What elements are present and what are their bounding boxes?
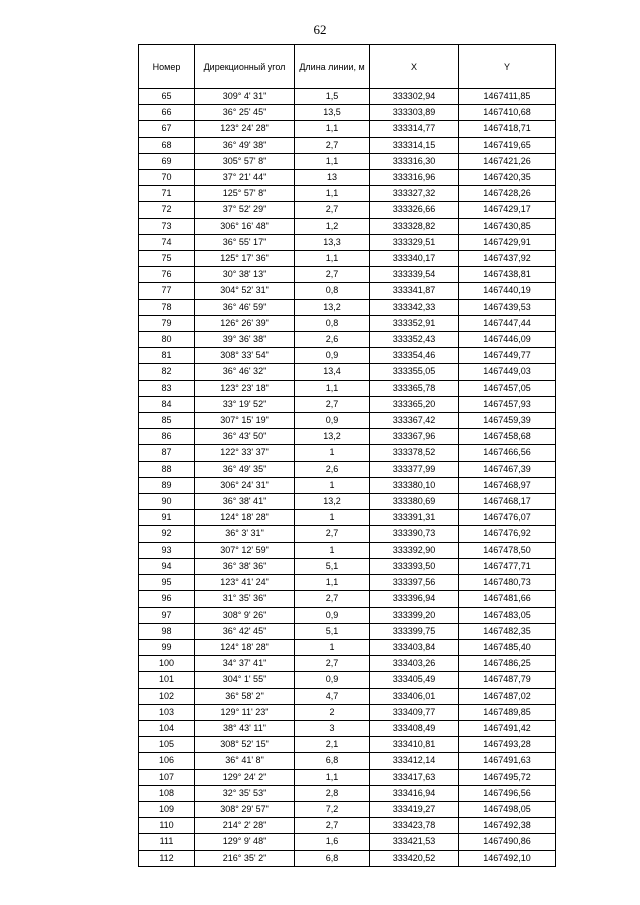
cell-y: 1467490,86 xyxy=(459,834,556,850)
cell-x: 333409,77 xyxy=(370,704,459,720)
cell-direction-angle: 36° 46' 32" xyxy=(195,364,295,380)
cell-number: 83 xyxy=(139,380,195,396)
cell-x: 333328,82 xyxy=(370,218,459,234)
cell-number: 78 xyxy=(139,299,195,315)
cell-line-length: 13,2 xyxy=(295,299,370,315)
cell-direction-angle: 304° 1' 55" xyxy=(195,672,295,688)
table-row xyxy=(139,494,556,510)
cell-direction-angle: 309° 4' 31" xyxy=(195,89,295,105)
header-direction-angle: Дирекционный угол xyxy=(195,45,295,89)
cell-direction-angle: 36° 41' 8" xyxy=(195,753,295,769)
cell-x: 333314,15 xyxy=(370,137,459,153)
cell-y: 1467476,92 xyxy=(459,526,556,542)
table-row xyxy=(139,202,556,218)
cell-direction-angle: 123° 41' 24" xyxy=(195,575,295,591)
table-row xyxy=(139,526,556,542)
cell-x: 333393,50 xyxy=(370,558,459,574)
cell-direction-angle: 304° 52' 31" xyxy=(195,283,295,299)
cell-direction-angle: 36° 25' 45" xyxy=(195,105,295,121)
cell-line-length: 0,9 xyxy=(295,413,370,429)
cell-number: 72 xyxy=(139,202,195,218)
cell-x: 333410,81 xyxy=(370,737,459,753)
cell-number: 84 xyxy=(139,396,195,412)
cell-number: 76 xyxy=(139,267,195,283)
cell-number: 104 xyxy=(139,720,195,736)
cell-number: 75 xyxy=(139,251,195,267)
cell-number: 97 xyxy=(139,607,195,623)
cell-line-length: 6,8 xyxy=(295,753,370,769)
table-row xyxy=(139,445,556,461)
cell-line-length: 2,7 xyxy=(295,526,370,542)
cell-y: 1467457,05 xyxy=(459,380,556,396)
table-row xyxy=(139,283,556,299)
cell-direction-angle: 32° 35' 53" xyxy=(195,785,295,801)
cell-x: 333396,94 xyxy=(370,591,459,607)
cell-number: 105 xyxy=(139,737,195,753)
table-row xyxy=(139,850,556,866)
cell-direction-angle: 36° 42' 45" xyxy=(195,623,295,639)
table-row xyxy=(139,234,556,250)
table-row xyxy=(139,364,556,380)
cell-line-length: 2,7 xyxy=(295,396,370,412)
cell-y: 1467498,05 xyxy=(459,801,556,817)
cell-x: 333403,26 xyxy=(370,656,459,672)
cell-y: 1467449,77 xyxy=(459,348,556,364)
cell-y: 1467466,56 xyxy=(459,445,556,461)
coordinates-table xyxy=(138,44,556,867)
cell-x: 333365,20 xyxy=(370,396,459,412)
table-row xyxy=(139,542,556,558)
table-row xyxy=(139,688,556,704)
cell-number: 90 xyxy=(139,494,195,510)
cell-y: 1467440,19 xyxy=(459,283,556,299)
cell-x: 333367,42 xyxy=(370,413,459,429)
cell-direction-angle: 129° 11' 23" xyxy=(195,704,295,720)
cell-x: 333339,54 xyxy=(370,267,459,283)
cell-line-length: 2,6 xyxy=(295,461,370,477)
cell-number: 111 xyxy=(139,834,195,850)
cell-x: 333403,84 xyxy=(370,639,459,655)
cell-line-length: 2,7 xyxy=(295,202,370,218)
cell-number: 110 xyxy=(139,818,195,834)
cell-line-length: 5,1 xyxy=(295,623,370,639)
cell-x: 333397,56 xyxy=(370,575,459,591)
table-row xyxy=(139,575,556,591)
cell-x: 333390,73 xyxy=(370,526,459,542)
cell-number: 79 xyxy=(139,315,195,331)
cell-number: 65 xyxy=(139,89,195,105)
cell-line-length: 2,7 xyxy=(295,137,370,153)
cell-number: 82 xyxy=(139,364,195,380)
table-row xyxy=(139,429,556,445)
cell-line-length: 13,5 xyxy=(295,105,370,121)
cell-direction-angle: 129° 24' 2" xyxy=(195,769,295,785)
header-x: X xyxy=(370,45,459,89)
cell-x: 333392,90 xyxy=(370,542,459,558)
cell-direction-angle: 123° 23' 18" xyxy=(195,380,295,396)
table-row xyxy=(139,591,556,607)
cell-line-length: 1,1 xyxy=(295,121,370,137)
cell-y: 1467430,85 xyxy=(459,218,556,234)
cell-y: 1467420,35 xyxy=(459,170,556,186)
cell-number: 96 xyxy=(139,591,195,607)
cell-x: 333365,78 xyxy=(370,380,459,396)
header-y: Y xyxy=(459,45,556,89)
cell-x: 333412,14 xyxy=(370,753,459,769)
cell-direction-angle: 308° 29' 57" xyxy=(195,801,295,817)
cell-y: 1467429,17 xyxy=(459,202,556,218)
cell-direction-angle: 36° 55' 17" xyxy=(195,234,295,250)
cell-number: 69 xyxy=(139,153,195,169)
table-row xyxy=(139,332,556,348)
cell-line-length: 13,2 xyxy=(295,494,370,510)
table-row xyxy=(139,380,556,396)
cell-x: 333391,31 xyxy=(370,510,459,526)
cell-line-length: 0,9 xyxy=(295,348,370,364)
cell-x: 333342,33 xyxy=(370,299,459,315)
cell-line-length: 2,7 xyxy=(295,656,370,672)
cell-x: 333380,10 xyxy=(370,477,459,493)
cell-number: 108 xyxy=(139,785,195,801)
cell-line-length: 1 xyxy=(295,639,370,655)
cell-y: 1467458,68 xyxy=(459,429,556,445)
cell-number: 81 xyxy=(139,348,195,364)
table-row xyxy=(139,720,556,736)
table-row xyxy=(139,656,556,672)
cell-direction-angle: 307° 15' 19" xyxy=(195,413,295,429)
cell-direction-angle: 39° 36' 38" xyxy=(195,332,295,348)
cell-direction-angle: 36° 3' 31" xyxy=(195,526,295,542)
cell-number: 66 xyxy=(139,105,195,121)
table-row xyxy=(139,267,556,283)
cell-x: 333378,52 xyxy=(370,445,459,461)
table-row xyxy=(139,801,556,817)
cell-direction-angle: 36° 38' 41" xyxy=(195,494,295,510)
table-row xyxy=(139,818,556,834)
table-row xyxy=(139,121,556,137)
cell-line-length: 6,8 xyxy=(295,850,370,866)
cell-line-length: 2,7 xyxy=(295,591,370,607)
cell-direction-angle: 36° 43' 50" xyxy=(195,429,295,445)
table-row xyxy=(139,834,556,850)
cell-number: 73 xyxy=(139,218,195,234)
cell-line-length: 0,9 xyxy=(295,672,370,688)
cell-direction-angle: 308° 33' 54" xyxy=(195,348,295,364)
cell-line-length: 7,2 xyxy=(295,801,370,817)
cell-line-length: 1 xyxy=(295,510,370,526)
cell-line-length: 2,8 xyxy=(295,785,370,801)
table-row xyxy=(139,137,556,153)
cell-number: 87 xyxy=(139,445,195,461)
cell-y: 1467411,85 xyxy=(459,89,556,105)
table-row xyxy=(139,737,556,753)
cell-x: 333316,96 xyxy=(370,170,459,186)
cell-y: 1467418,71 xyxy=(459,121,556,137)
cell-number: 85 xyxy=(139,413,195,429)
cell-number: 91 xyxy=(139,510,195,526)
cell-number: 80 xyxy=(139,332,195,348)
cell-direction-angle: 308° 9' 26" xyxy=(195,607,295,623)
cell-line-length: 13,3 xyxy=(295,234,370,250)
cell-x: 333355,05 xyxy=(370,364,459,380)
table-row xyxy=(139,704,556,720)
cell-line-length: 2,6 xyxy=(295,332,370,348)
cell-number: 88 xyxy=(139,461,195,477)
cell-line-length: 1 xyxy=(295,477,370,493)
cell-x: 333417,63 xyxy=(370,769,459,785)
cell-x: 333302,94 xyxy=(370,89,459,105)
table-row xyxy=(139,623,556,639)
table-row xyxy=(139,753,556,769)
cell-y: 1467492,38 xyxy=(459,818,556,834)
cell-direction-angle: 36° 38' 36" xyxy=(195,558,295,574)
table-row xyxy=(139,672,556,688)
cell-number: 100 xyxy=(139,656,195,672)
cell-line-length: 1,1 xyxy=(295,769,370,785)
table-row xyxy=(139,218,556,234)
cell-direction-angle: 37° 52' 29" xyxy=(195,202,295,218)
cell-line-length: 1,6 xyxy=(295,834,370,850)
cell-y: 1467492,10 xyxy=(459,850,556,866)
cell-line-length: 1,2 xyxy=(295,218,370,234)
cell-number: 94 xyxy=(139,558,195,574)
cell-y: 1467476,07 xyxy=(459,510,556,526)
table-row xyxy=(139,607,556,623)
cell-y: 1467410,68 xyxy=(459,105,556,121)
cell-line-length: 1,1 xyxy=(295,380,370,396)
table-row xyxy=(139,89,556,105)
cell-number: 93 xyxy=(139,542,195,558)
table-row xyxy=(139,769,556,785)
cell-y: 1467483,05 xyxy=(459,607,556,623)
cell-line-length: 2,1 xyxy=(295,737,370,753)
cell-line-length: 2,7 xyxy=(295,818,370,834)
cell-number: 107 xyxy=(139,769,195,785)
table-row xyxy=(139,785,556,801)
cell-y: 1467428,26 xyxy=(459,186,556,202)
cell-number: 89 xyxy=(139,477,195,493)
cell-number: 67 xyxy=(139,121,195,137)
cell-y: 1467468,17 xyxy=(459,494,556,510)
cell-direction-angle: 125° 57' 8" xyxy=(195,186,295,202)
cell-number: 70 xyxy=(139,170,195,186)
cell-number: 98 xyxy=(139,623,195,639)
cell-x: 333399,20 xyxy=(370,607,459,623)
table-row xyxy=(139,251,556,267)
cell-x: 333303,89 xyxy=(370,105,459,121)
cell-line-length: 1,5 xyxy=(295,89,370,105)
header-line-length: Длина линии, м xyxy=(295,45,370,89)
cell-x: 333419,27 xyxy=(370,801,459,817)
cell-x: 333326,66 xyxy=(370,202,459,218)
cell-number: 101 xyxy=(139,672,195,688)
cell-y: 1467419,65 xyxy=(459,137,556,153)
cell-direction-angle: 125° 17' 36" xyxy=(195,251,295,267)
cell-number: 103 xyxy=(139,704,195,720)
cell-direction-angle: 31° 35' 36" xyxy=(195,591,295,607)
table-row xyxy=(139,477,556,493)
cell-direction-angle: 36° 49' 35" xyxy=(195,461,295,477)
cell-line-length: 5,1 xyxy=(295,558,370,574)
cell-x: 333377,99 xyxy=(370,461,459,477)
cell-direction-angle: 129° 9' 48" xyxy=(195,834,295,850)
cell-y: 1467486,25 xyxy=(459,656,556,672)
cell-direction-angle: 122° 33' 37" xyxy=(195,445,295,461)
cell-direction-angle: 216° 35' 2" xyxy=(195,850,295,866)
cell-number: 92 xyxy=(139,526,195,542)
cell-line-length: 0,8 xyxy=(295,283,370,299)
cell-number: 86 xyxy=(139,429,195,445)
cell-y: 1467480,73 xyxy=(459,575,556,591)
cell-y: 1467487,02 xyxy=(459,688,556,704)
cell-y: 1467493,28 xyxy=(459,737,556,753)
cell-y: 1467446,09 xyxy=(459,332,556,348)
cell-y: 1467437,92 xyxy=(459,251,556,267)
cell-line-length: 3 xyxy=(295,720,370,736)
cell-y: 1467495,72 xyxy=(459,769,556,785)
cell-x: 333420,52 xyxy=(370,850,459,866)
cell-y: 1467491,42 xyxy=(459,720,556,736)
cell-direction-angle: 38° 43' 11" xyxy=(195,720,295,736)
cell-direction-angle: 214° 2' 28" xyxy=(195,818,295,834)
cell-direction-angle: 308° 52' 15" xyxy=(195,737,295,753)
cell-y: 1467459,39 xyxy=(459,413,556,429)
cell-line-length: 0,8 xyxy=(295,315,370,331)
cell-x: 333352,43 xyxy=(370,332,459,348)
cell-x: 333408,49 xyxy=(370,720,459,736)
table-row xyxy=(139,315,556,331)
table-row xyxy=(139,105,556,121)
cell-direction-angle: 36° 49' 38" xyxy=(195,137,295,153)
cell-y: 1467487,79 xyxy=(459,672,556,688)
cell-number: 102 xyxy=(139,688,195,704)
cell-direction-angle: 123° 24' 28" xyxy=(195,121,295,137)
cell-x: 333367,96 xyxy=(370,429,459,445)
cell-line-length: 13,2 xyxy=(295,429,370,445)
cell-line-length: 1,1 xyxy=(295,575,370,591)
cell-y: 1467489,85 xyxy=(459,704,556,720)
cell-x: 333316,30 xyxy=(370,153,459,169)
cell-number: 74 xyxy=(139,234,195,250)
cell-y: 1467421,26 xyxy=(459,153,556,169)
cell-line-length: 13 xyxy=(295,170,370,186)
cell-y: 1467478,50 xyxy=(459,542,556,558)
table-row xyxy=(139,186,556,202)
cell-x: 333329,51 xyxy=(370,234,459,250)
cell-x: 333314,77 xyxy=(370,121,459,137)
cell-number: 77 xyxy=(139,283,195,299)
cell-direction-angle: 306° 16' 48" xyxy=(195,218,295,234)
cell-number: 95 xyxy=(139,575,195,591)
cell-line-length: 4,7 xyxy=(295,688,370,704)
cell-y: 1467467,39 xyxy=(459,461,556,477)
cell-line-length: 2 xyxy=(295,704,370,720)
cell-y: 1467491,63 xyxy=(459,753,556,769)
cell-y: 1467449,03 xyxy=(459,364,556,380)
cell-direction-angle: 34° 37' 41" xyxy=(195,656,295,672)
cell-direction-angle: 126° 26' 39" xyxy=(195,315,295,331)
cell-x: 333380,69 xyxy=(370,494,459,510)
cell-y: 1467447,44 xyxy=(459,315,556,331)
cell-y: 1467482,35 xyxy=(459,623,556,639)
cell-direction-angle: 124° 18' 28" xyxy=(195,510,295,526)
header-number: Номер xyxy=(139,45,195,89)
cell-line-length: 1,1 xyxy=(295,251,370,267)
cell-x: 333341,87 xyxy=(370,283,459,299)
table-row xyxy=(139,170,556,186)
cell-y: 1467439,53 xyxy=(459,299,556,315)
cell-line-length: 13,4 xyxy=(295,364,370,380)
cell-y: 1467438,81 xyxy=(459,267,556,283)
cell-number: 99 xyxy=(139,639,195,655)
table-row xyxy=(139,558,556,574)
cell-y: 1467429,91 xyxy=(459,234,556,250)
table-row xyxy=(139,639,556,655)
cell-direction-angle: 124° 18' 28" xyxy=(195,639,295,655)
cell-x: 333327,32 xyxy=(370,186,459,202)
table-row xyxy=(139,153,556,169)
cell-x: 333405,49 xyxy=(370,672,459,688)
cell-number: 106 xyxy=(139,753,195,769)
cell-direction-angle: 307° 12' 59" xyxy=(195,542,295,558)
cell-direction-angle: 37° 21' 44" xyxy=(195,170,295,186)
table-body xyxy=(139,89,556,867)
cell-x: 333406,01 xyxy=(370,688,459,704)
cell-y: 1467457,93 xyxy=(459,396,556,412)
cell-y: 1467477,71 xyxy=(459,558,556,574)
page-number: 62 xyxy=(313,22,327,37)
table-row xyxy=(139,413,556,429)
cell-y: 1467496,56 xyxy=(459,785,556,801)
cell-direction-angle: 36° 46' 59" xyxy=(195,299,295,315)
cell-line-length: 1,1 xyxy=(295,153,370,169)
cell-x: 333416,94 xyxy=(370,785,459,801)
cell-number: 71 xyxy=(139,186,195,202)
cell-direction-angle: 305° 57' 8" xyxy=(195,153,295,169)
cell-x: 333423,78 xyxy=(370,818,459,834)
cell-line-length: 2,7 xyxy=(295,267,370,283)
cell-y: 1467468,97 xyxy=(459,477,556,493)
cell-x: 333354,46 xyxy=(370,348,459,364)
cell-direction-angle: 306° 24' 31" xyxy=(195,477,295,493)
cell-x: 333421,53 xyxy=(370,834,459,850)
cell-number: 68 xyxy=(139,137,195,153)
cell-direction-angle: 36° 58' 2" xyxy=(195,688,295,704)
cell-direction-angle: 33° 19' 52" xyxy=(195,396,295,412)
cell-number: 109 xyxy=(139,801,195,817)
cell-line-length: 1 xyxy=(295,542,370,558)
cell-line-length: 0,9 xyxy=(295,607,370,623)
cell-direction-angle: 30° 38' 13" xyxy=(195,267,295,283)
table-row xyxy=(139,461,556,477)
cell-x: 333399,75 xyxy=(370,623,459,639)
table-row xyxy=(139,299,556,315)
cell-y: 1467481,66 xyxy=(459,591,556,607)
cell-y: 1467485,40 xyxy=(459,639,556,655)
cell-number: 112 xyxy=(139,850,195,866)
cell-x: 333352,91 xyxy=(370,315,459,331)
cell-line-length: 1 xyxy=(295,445,370,461)
table-row xyxy=(139,348,556,364)
cell-line-length: 1,1 xyxy=(295,186,370,202)
table-header-row xyxy=(139,45,556,89)
table-row xyxy=(139,510,556,526)
cell-x: 333340,17 xyxy=(370,251,459,267)
table-row xyxy=(139,396,556,412)
